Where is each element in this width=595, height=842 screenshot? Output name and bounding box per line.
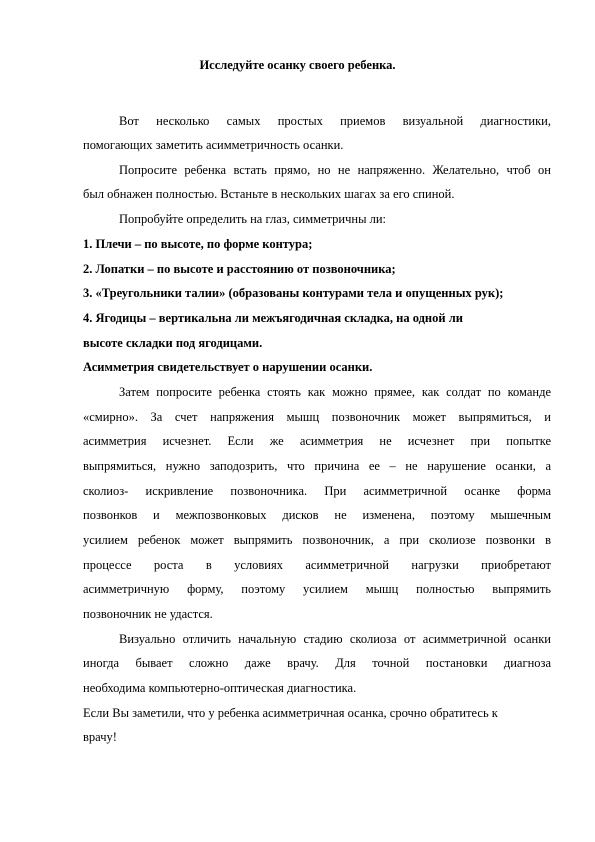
text-line: асимметричную форму, поэтому усилием мышц полностью выпрямить <box>83 582 551 596</box>
list-item: 3. «Треугольники талии» (образованы контурами тела и опущенных рук); <box>83 286 504 300</box>
text-line: позвонков и межпозвонковых дисков не изменена, поэтому мышечным <box>83 508 551 522</box>
text-line: Вот несколько самых простых приемов визуальной диагностики, <box>119 114 551 128</box>
document-title: Исследуйте осанку своего ребенка. <box>199 58 396 72</box>
text-line: Если Вы заметили, что у ребенка асимметричная осанка, срочно обратитесь к <box>83 706 498 720</box>
text-line: был обнажен полностью. Встаньте в нескольких шагах за его спиной. <box>83 187 455 201</box>
text-line: сколиоз- искривление позвоночника. При асимметричной осанке форма <box>83 484 551 498</box>
text-line: иногда бывает сложно даже врачу. Для точной постановки диагноза <box>83 656 551 670</box>
text-line: асимметрия исчезнет. Если же асимметрия не исчезнет при попытке <box>83 434 551 448</box>
list-item: 1. Плечи – по высоте, по форме контура; <box>83 237 313 251</box>
text-line: необходима компьютерно-оптическая диагностика. <box>83 681 357 695</box>
text-line: позвоночник не удастся. <box>83 607 213 621</box>
text-line: процессе роста в условиях асимметричной нагрузки приобретают <box>83 558 551 572</box>
text-line: усилием ребенок может выпрямить позвоночник, а при сколиозе позвонки в <box>83 533 551 547</box>
text-line: Визуально отличить начальную стадию сколиоза от асимметричной осанки <box>119 632 551 646</box>
text-line: «смирно». За счет напряжения мышц позвоночник может выпрямиться, и <box>83 410 551 424</box>
text-line: Попросите ребенка встать прямо, но не напряженно. Желательно, чтоб он <box>119 163 551 177</box>
bold-statement: Асимметрия свидетельствует о нарушении осанки. <box>83 360 373 374</box>
list-item: высоте складки под ягодицами. <box>83 336 263 350</box>
text-line: Попробуйте определить на глаз, симметричны ли: <box>119 212 387 226</box>
list-item: 4. Ягодицы – вертикальна ли межъягодичная складка, на одной ли <box>83 311 463 325</box>
text-line: помогающих заметить асимметричность осанки. <box>83 138 344 152</box>
list-item: 2. Лопатки – по высоте и расстоянию от позвоночника; <box>83 262 396 276</box>
text-line: врачу! <box>83 730 117 744</box>
text-line: Затем попросите ребенка стоять как можно прямее, как солдат по команде <box>119 385 551 399</box>
text-line: выпрямиться, нужно заподозрить, что причина ее – не нарушение осанки, а <box>83 459 551 473</box>
